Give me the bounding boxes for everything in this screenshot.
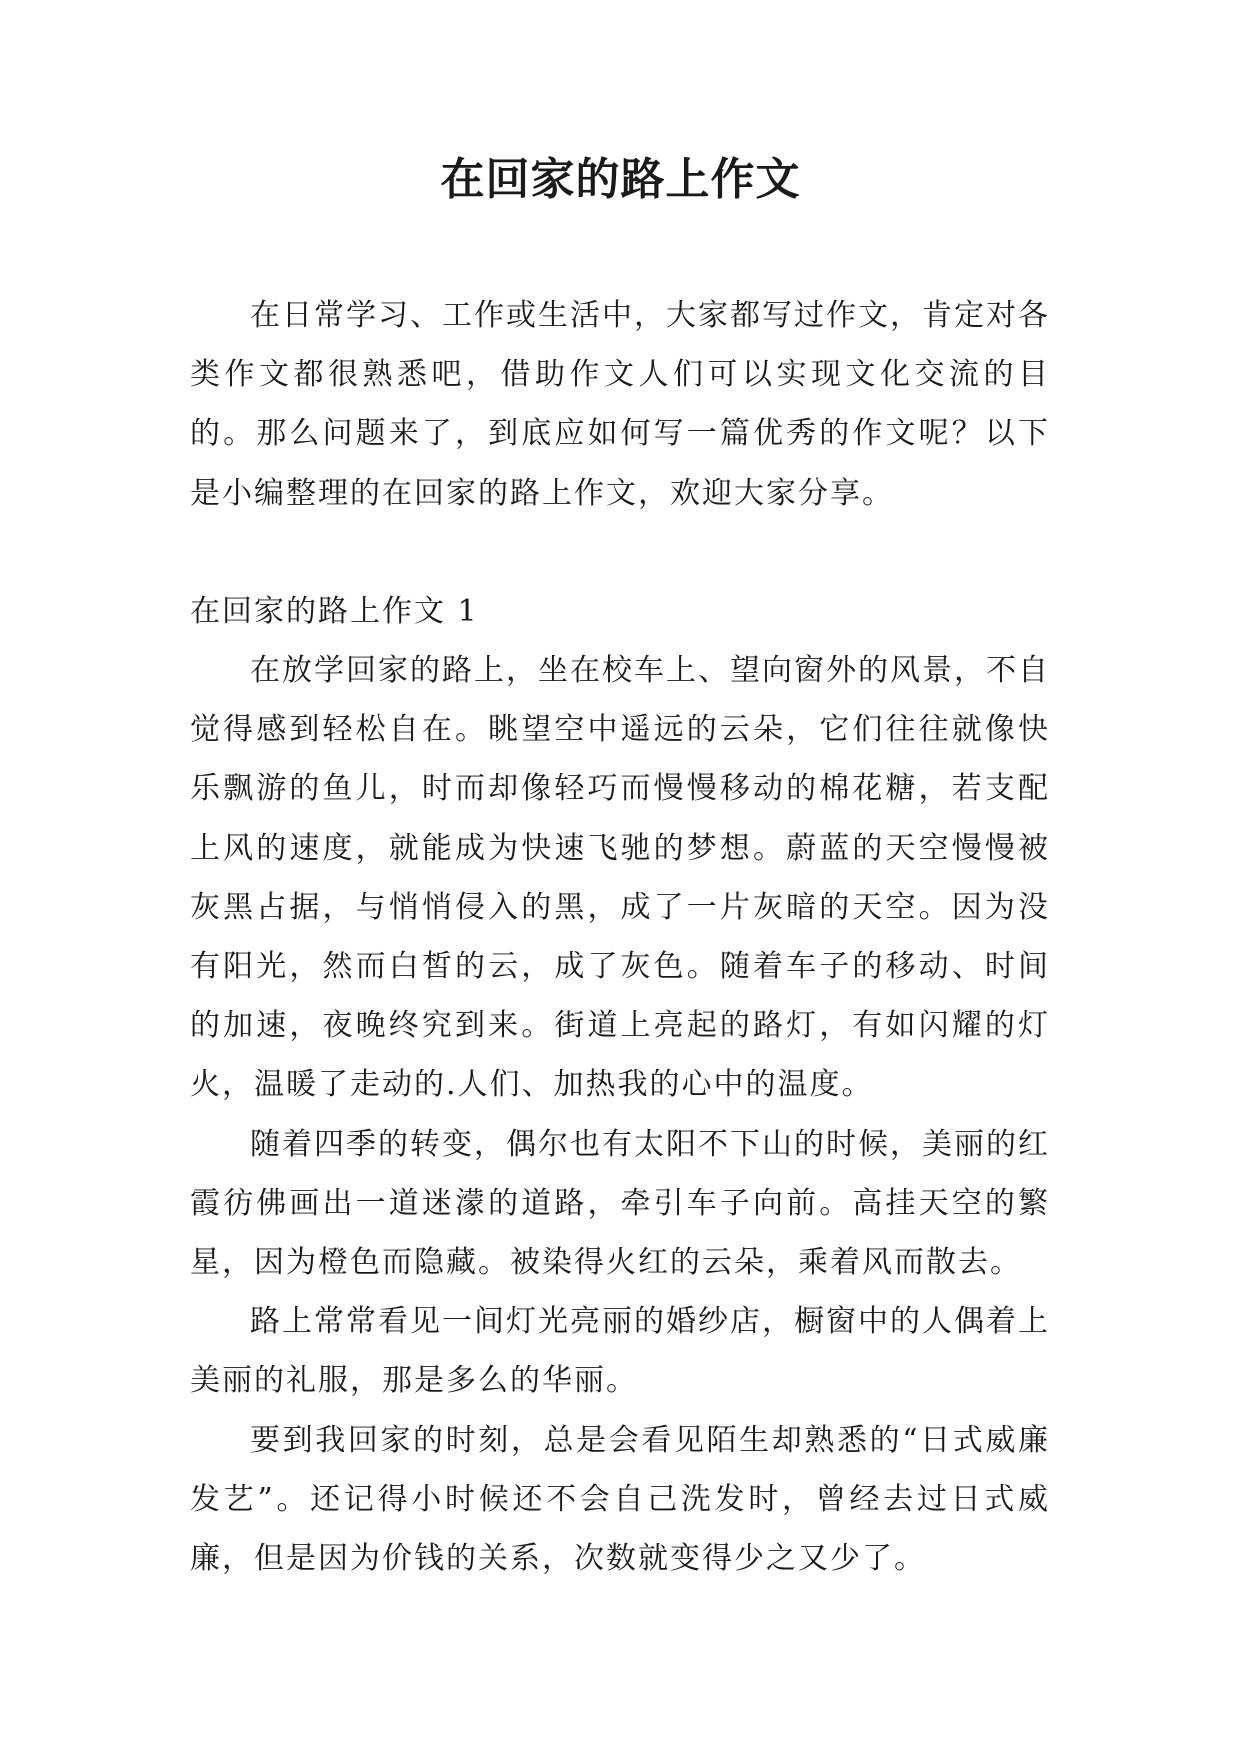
section-title: 在回家的路上作文 1 <box>190 593 479 629</box>
body-paragraph-4: 要到我回家的时刻，总是会看见陌生却熟悉的“日式威廉发艺”。还记得小时候还不会自己洗发时，曾经去过日式威廉，但是因为价钱的关系，次数就变得少之又少了。 <box>190 1422 1050 1577</box>
document-body <box>190 286 1050 1588</box>
body-paragraph-1: 在放学回家的路上，坐在校车上、望向窗外的风景，不自觉得感到轻松自在。眺望空中遥远的云朵，它们往往就像快乐飘游的鱼儿，时而却像轻巧而慢慢移动的棉花糖，若支配上风的速度，就能成为快速飞驰的梦想。蔚蓝的天空慢慢被灰黑占据，与悄悄侵入的黑，成了一片灰暗的天空。因为没有阳光，然而白皙的云，成了灰色。随着车子的移动、时间的加速，夜晚终究到来。街道上亮起的路灯，有如闪耀的灯火，温暖了走动的.人们、加热我的心中的温度。 <box>190 653 1050 1103</box>
document-title: 在回家的路上作文 <box>440 154 801 205</box>
body-paragraph-3: 路上常常看见一间灯光亮丽的婚纱店，橱窗中的人偶着上美丽的礼服，那是多么的华丽。 <box>190 1304 1050 1399</box>
body-paragraph-2: 随着四季的转变，偶尔也有太阳不下山的时候，美丽的红霞彷佛画出一道迷濛的道路，牵引车子向前。高挂天空的繁星，因为橙色而隐藏。被染得火红的云朵，乘着风而散去。 <box>190 1126 1050 1281</box>
intro-paragraph: 在日常学习、工作或生活中，大家都写过作文，肯定对各类作文都很熟悉吧，借助作文人们可以实现文化交流的目的。那么问题来了，到底应如何写一篇优秀的作文呢？以下是小编整理的在回家的路上作文，欢迎大家分享。 <box>190 298 1050 511</box>
